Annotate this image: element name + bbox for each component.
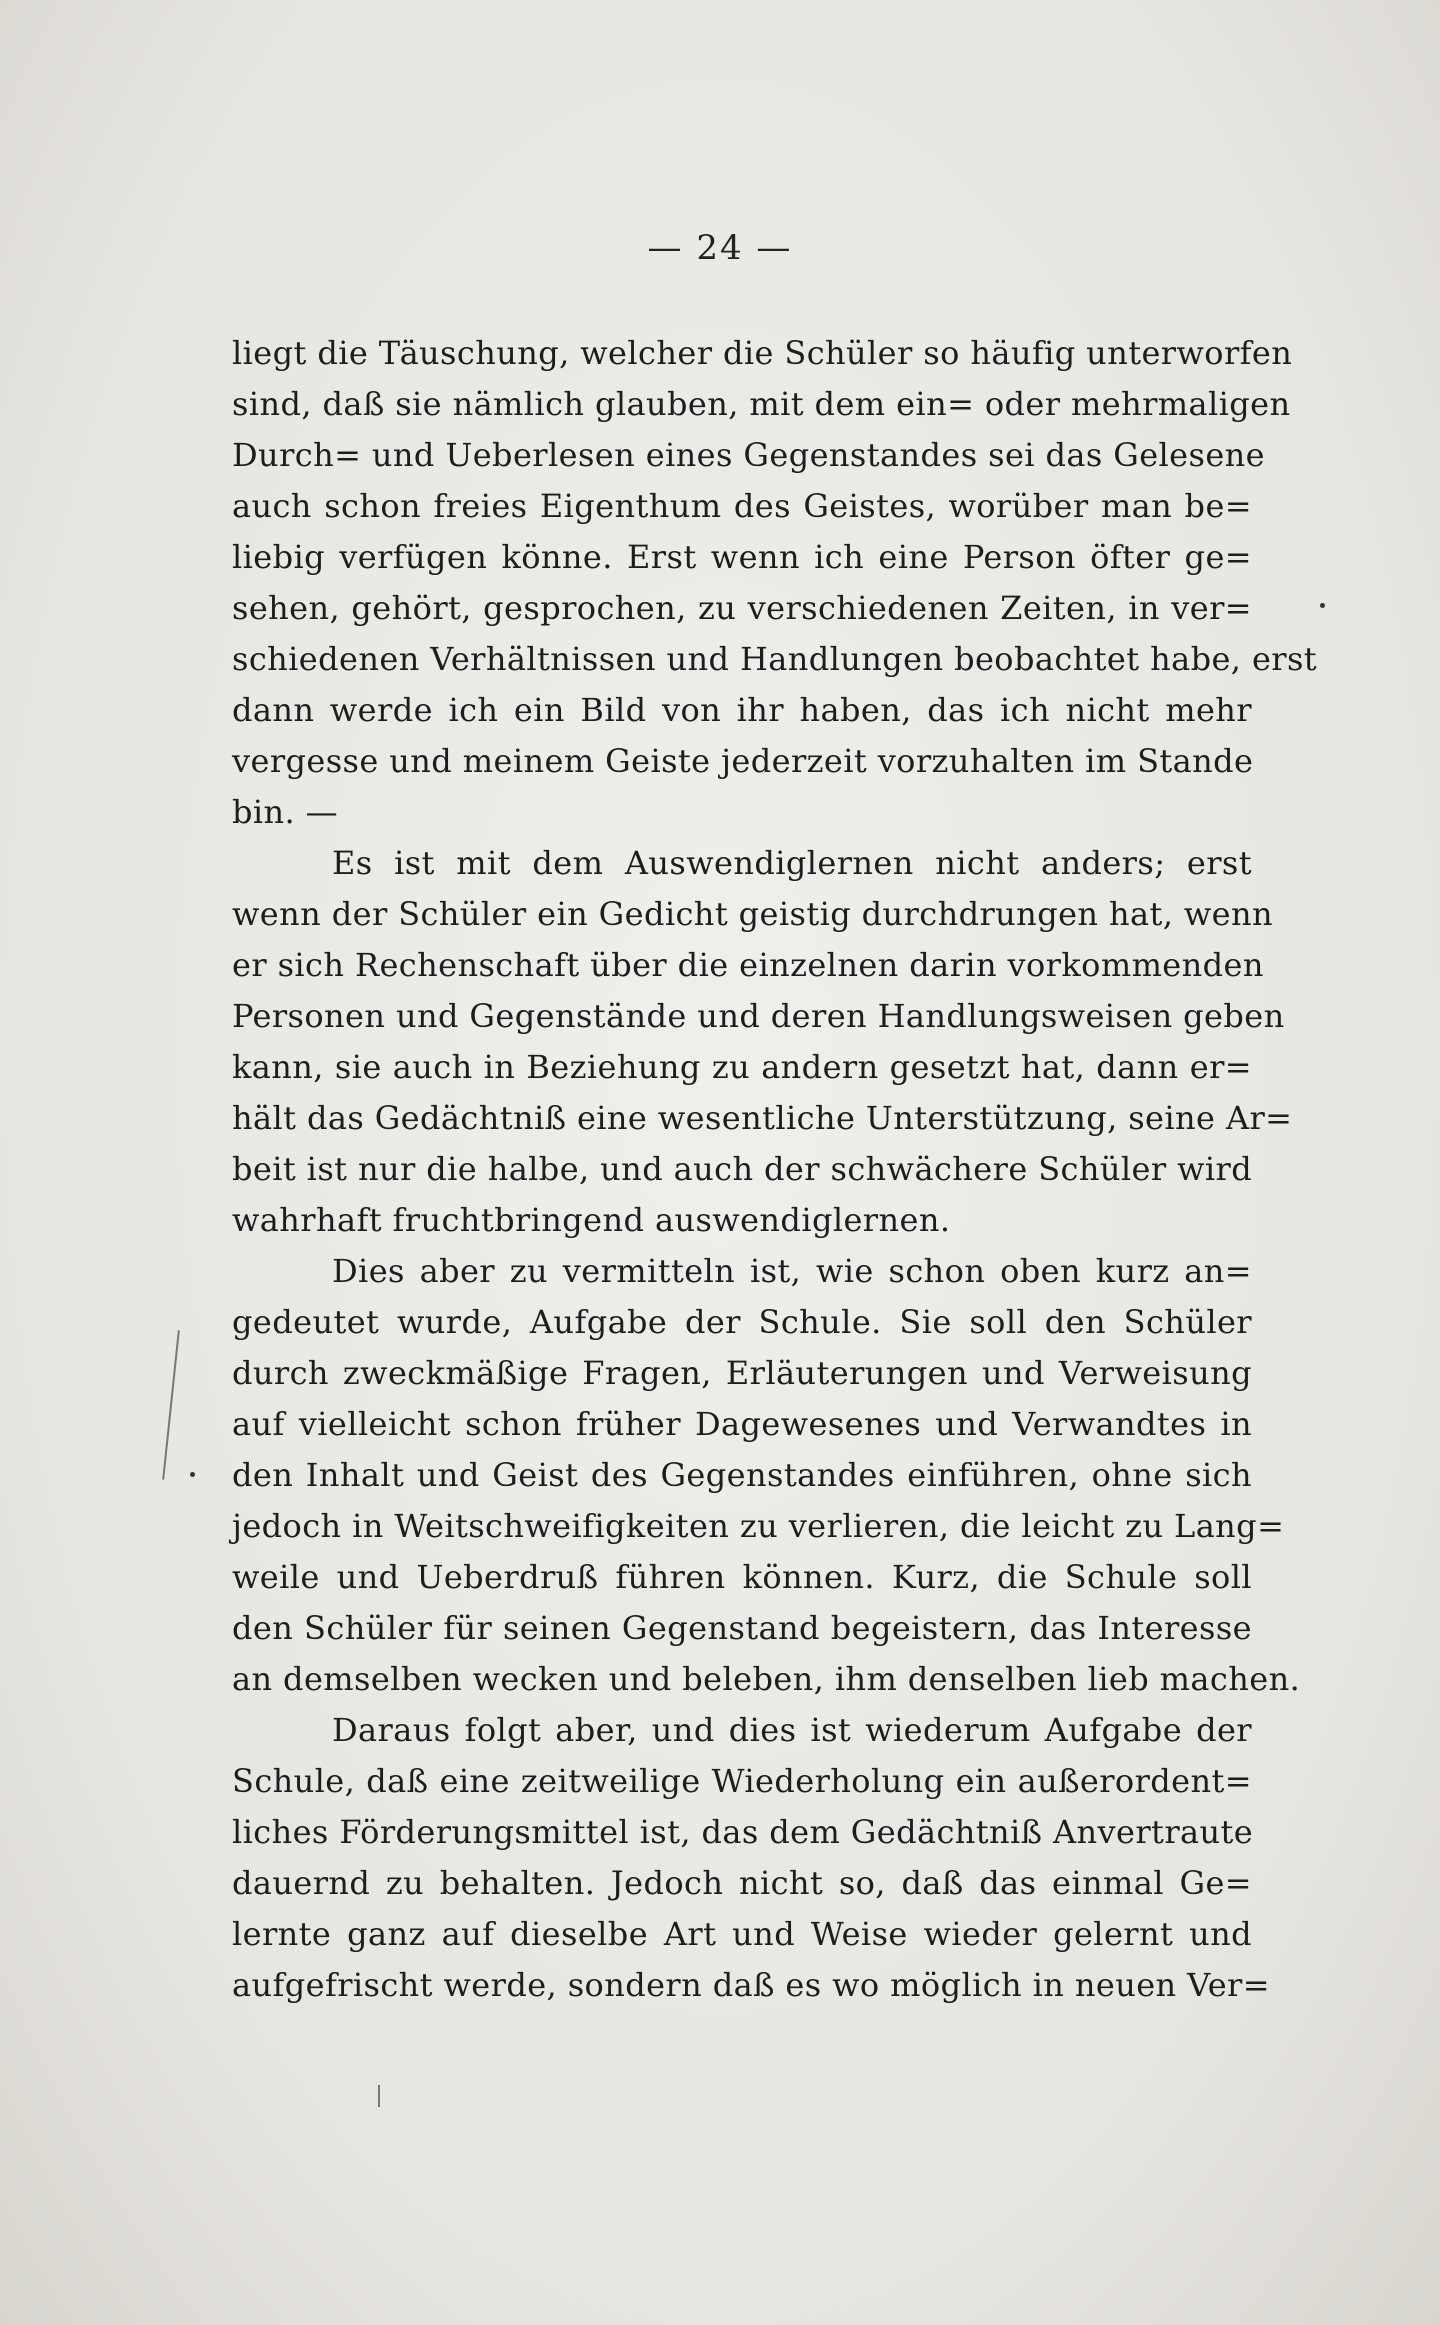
text-line: liebig verfügen könne. Erst wenn ich eine Person öfter ge= <box>232 538 1252 576</box>
text-line: Schule, daß eine zeitweilige Wiederholung ein außerordent= <box>232 1762 1252 1800</box>
body-text <box>232 328 1318 2011</box>
text-line: wenn der Schüler ein Gedicht geistig durchdrungen hat, wenn <box>232 895 1274 933</box>
text-line: beit ist nur die halbe, und auch der schwächere Schüler wird <box>232 1150 1253 1188</box>
text-line: auf vielleicht schon früher Dagewesenes und Verwandtes in <box>232 1405 1252 1443</box>
text-line: durch zweckmäßige Fragen, Erläuterungen und Verweisung <box>232 1354 1252 1392</box>
text-line: weile und Ueberdruß führen können. Kurz, die Schule soll <box>232 1558 1252 1596</box>
text-line: an demselben wecken und beleben, ihm denselben lieb machen. <box>232 1660 1301 1698</box>
text-line: jedoch in Weitschweifigkeiten zu verlieren, die leicht zu Lang= <box>232 1507 1285 1545</box>
text-line: dann werde ich ein Bild von ihr haben, das ich nicht mehr <box>232 691 1252 729</box>
text-line: hält das Gedächtniß eine wesentliche Unterstützung, seine Ar= <box>232 1099 1293 1137</box>
text-line: den Schüler für seinen Gegenstand begeistern, das Interesse <box>232 1609 1252 1647</box>
text-line: kann, sie auch in Beziehung zu andern gesetzt hat, dann er= <box>232 1048 1252 1086</box>
text-line: auch schon freies Eigenthum des Geistes, worüber man be= <box>232 487 1252 525</box>
text-line: Personen und Gegenstände und deren Handlungsweisen geben <box>232 997 1285 1035</box>
text-line: sehen, gehört, gesprochen, zu verschiedenen Zeiten, in ver= <box>232 589 1252 627</box>
text-line: bin. — <box>232 793 339 831</box>
text-line: den Inhalt und Geist des Gegenstandes einführen, ohne sich <box>232 1456 1252 1494</box>
page-number-header: — 24 — <box>647 228 793 268</box>
text-line: dauernd zu behalten. Jedoch nicht so, daß das einmal Ge= <box>232 1864 1252 1902</box>
text-line: sind, daß sie nämlich glauben, mit dem ein= oder mehrmaligen <box>232 385 1291 423</box>
text-line: wahrhaft fruchtbringend auswendiglernen. <box>232 1201 951 1239</box>
text-line: gedeutet wurde, Aufgabe der Schule. Sie soll den Schüler <box>232 1303 1252 1341</box>
text-line: aufgefrischt werde, sondern daß es wo möglich in neuen Ver= <box>232 1966 1270 2004</box>
paper-speck <box>1320 603 1325 608</box>
text-line: Durch= und Ueberlesen eines Gegenstandes sei das Gelesene <box>232 436 1266 474</box>
text-line: liches Förderungsmittel ist, das dem Gedächtniß Anvertraute <box>232 1813 1254 1851</box>
text-line: Es ist mit dem Auswendiglernen nicht anders; erst <box>332 844 1252 882</box>
text-line: schiedenen Verhältnissen und Handlungen beobachtet habe, erst <box>232 640 1318 678</box>
pencil-mark <box>162 1330 180 1479</box>
text-line: Dies aber zu vermitteln ist, wie schon oben kurz an= <box>332 1252 1252 1290</box>
pencil-mark <box>378 2085 380 2107</box>
text-line: liegt die Täuschung, welcher die Schüler so häufig unterworfen <box>232 334 1293 372</box>
text-line: lernte ganz auf dieselbe Art und Weise wieder gelernt und <box>232 1915 1252 1953</box>
text-line: vergesse und meinem Geiste jederzeit vorzuhalten im Stande <box>232 742 1254 780</box>
paper-speck <box>190 1472 195 1477</box>
text-line: Daraus folgt aber, und dies ist wiederum Aufgabe der <box>332 1711 1252 1749</box>
text-line: er sich Rechenschaft über die einzelnen darin vorkommenden <box>232 946 1264 984</box>
